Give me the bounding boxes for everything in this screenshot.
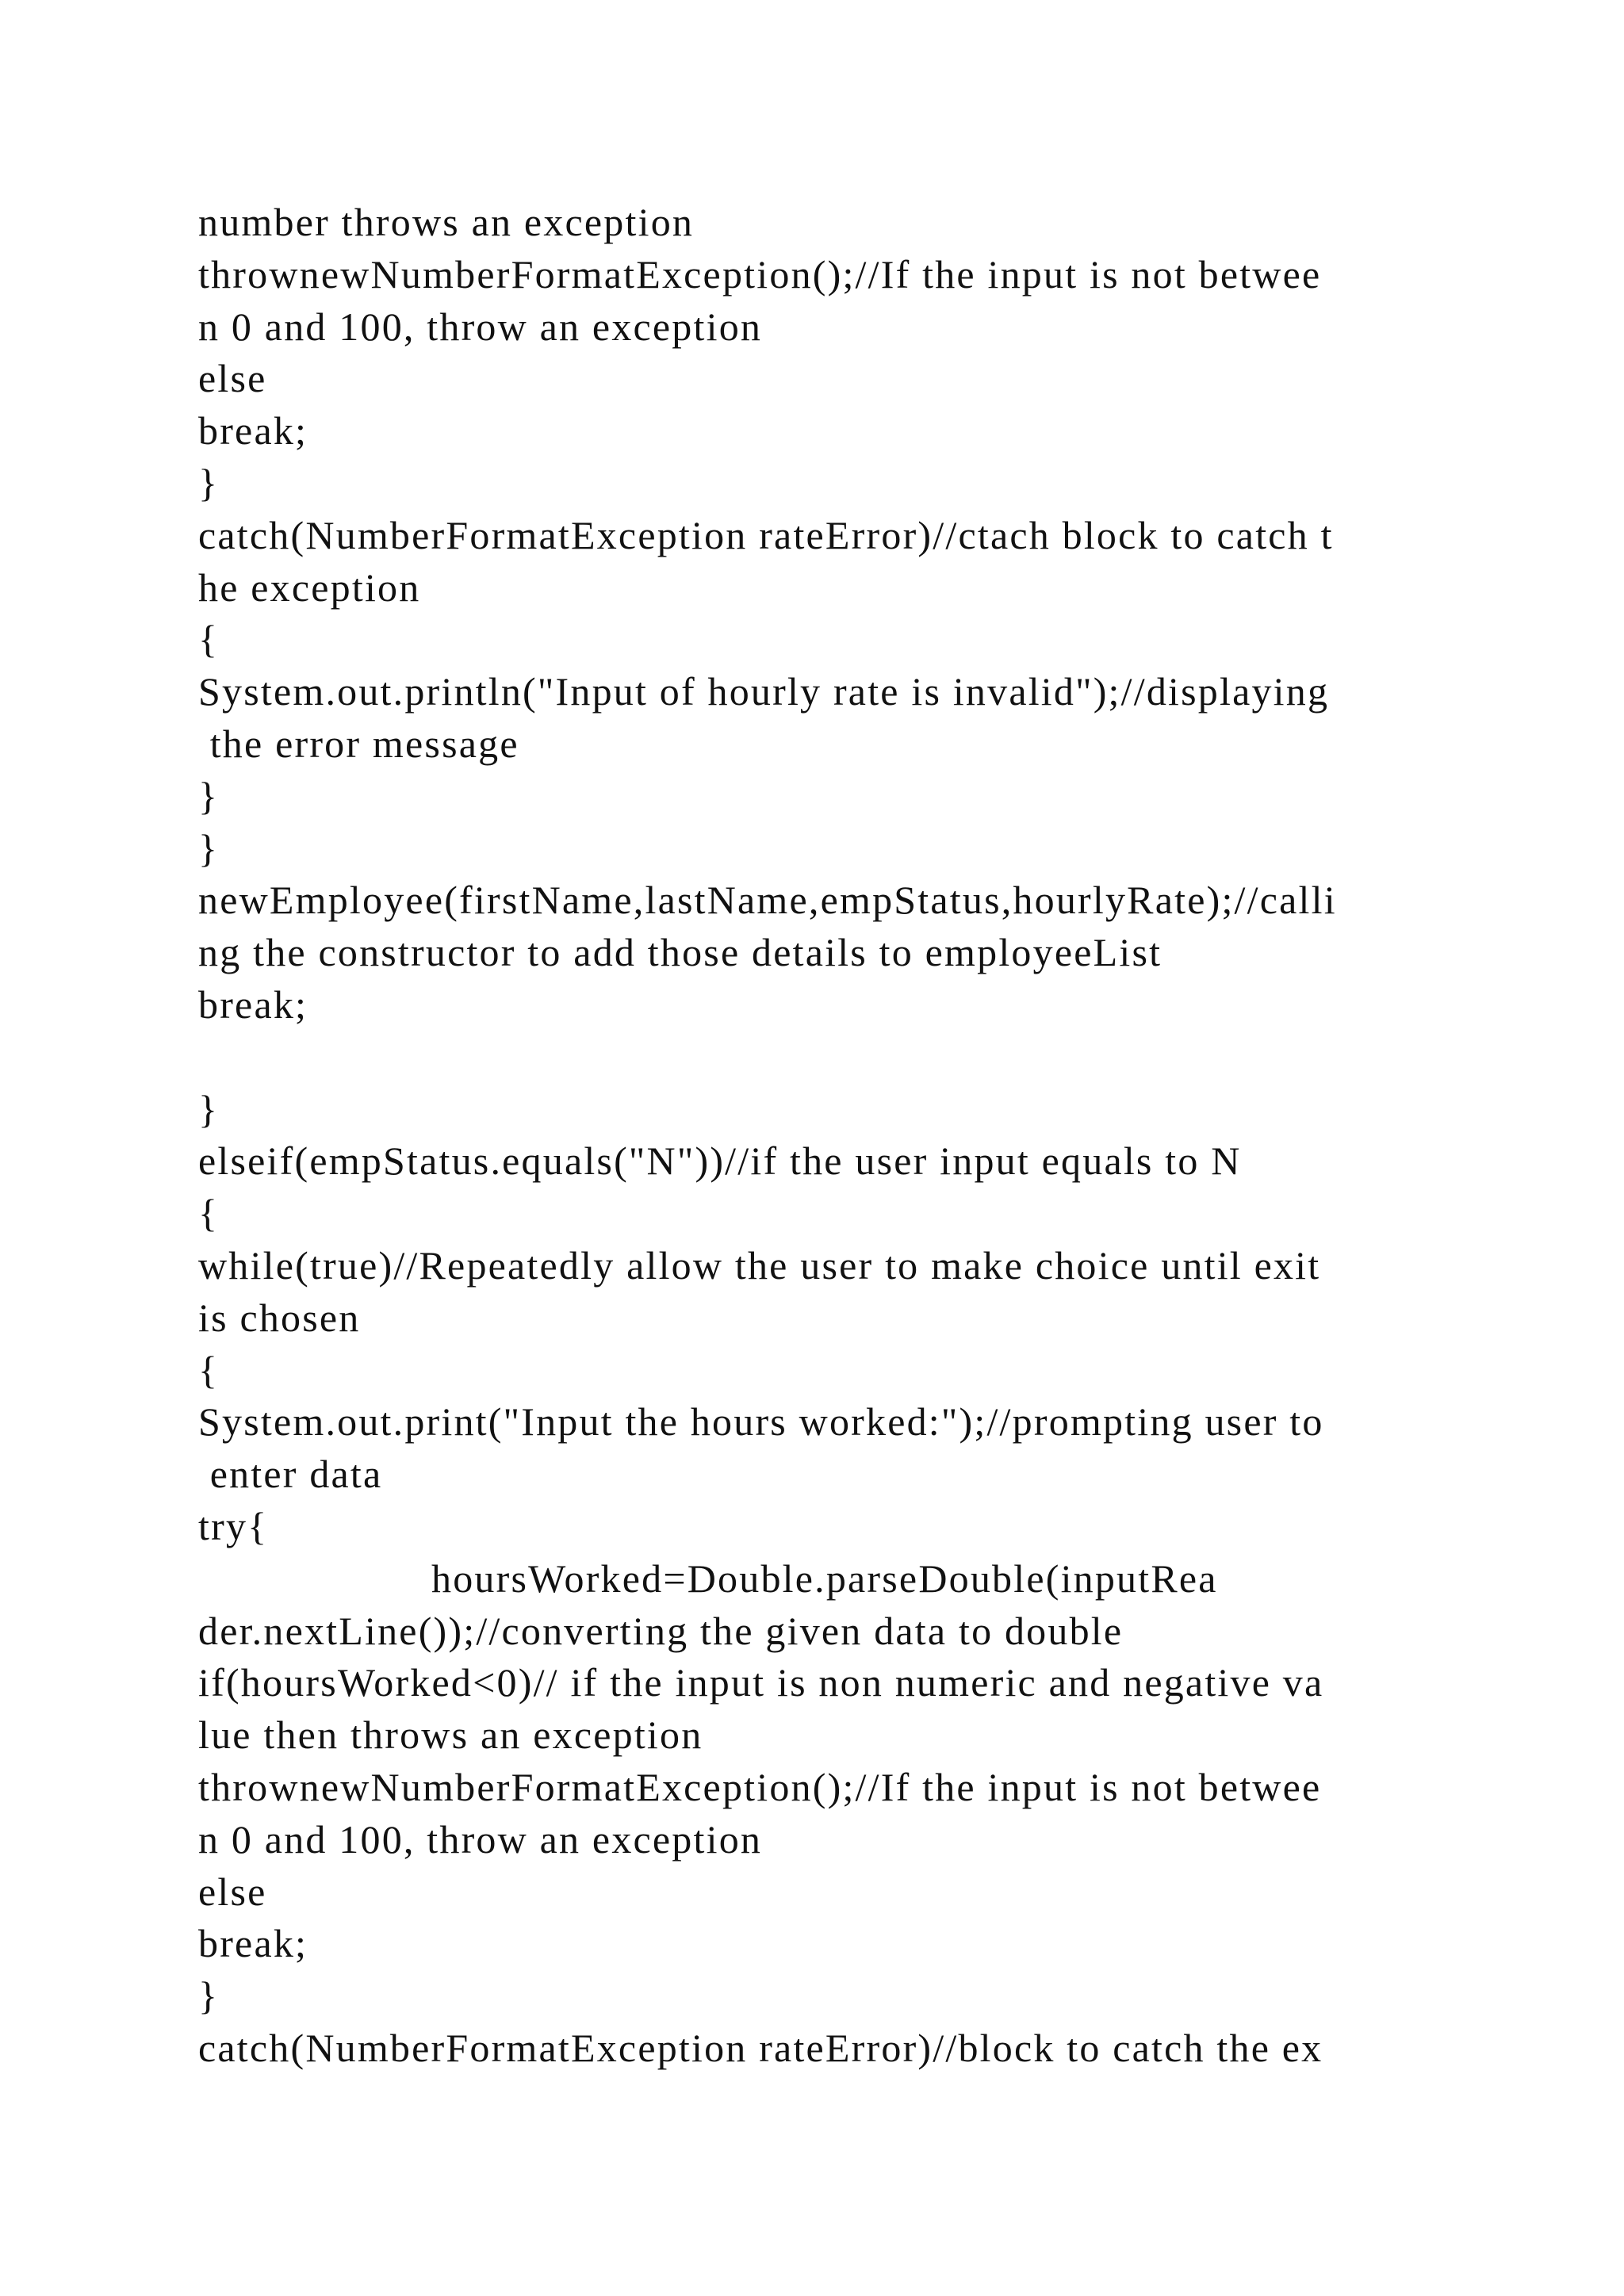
text-line: der.nextLine());//converting the given data to double <box>198 1608 1124 1653</box>
text-line: n 0 and 100, throw an exception <box>198 304 763 349</box>
text-line: { <box>198 617 220 662</box>
text-line: lue then throws an exception <box>198 1712 703 1758</box>
text-line: n 0 and 100, throw an exception <box>198 1816 763 1862</box>
text-line: break; <box>198 982 308 1027</box>
text-line: catch(NumberFormatException rateError)//ctach block to catch t <box>198 512 1334 557</box>
text-line: else <box>198 356 267 401</box>
text-line: if(hoursWorked<0)// if the input is non numeric and negative va <box>198 1660 1324 1705</box>
text-line: break; <box>198 408 308 453</box>
text-line: thrownewNumberFormatException();//If the input is not betwee <box>198 251 1322 297</box>
text-line: he exception <box>198 564 421 610</box>
text-line: newEmployee(firstName,lastName,empStatus,hourlyRate);//calli <box>198 878 1337 923</box>
text-line: while(true)//Repeatedly allow the user to make choice until exit <box>198 1242 1321 1288</box>
text-line: number throws an exception <box>198 200 695 244</box>
text-line: } <box>198 825 220 871</box>
text-line: the error message <box>198 721 519 766</box>
text-line: System.out.print("Input the hours worked:");//prompting user to <box>198 1399 1324 1445</box>
text-line: enter data <box>198 1452 383 1497</box>
text-line: try{ <box>198 1503 269 1548</box>
text-line: ng the constructor to add those details to employeeList <box>198 930 1162 975</box>
text-line: is chosen <box>198 1295 361 1340</box>
blank-line <box>198 1031 1435 1084</box>
text-line: System.out.println("Input of hourly rate is invalid");//displaying <box>198 669 1330 714</box>
code-text-block <box>198 197 1435 2075</box>
text-line: else <box>198 1869 267 1914</box>
text-line: thrownewNumberFormatException();//If the input is not betwee <box>198 1764 1322 1809</box>
text-line: } <box>198 773 220 818</box>
text-line: { <box>198 1347 220 1392</box>
text-line: } <box>198 460 220 505</box>
text-line: hoursWorked=Double.parseDouble(inputRea <box>198 1556 1218 1601</box>
text-line: catch(NumberFormatException rateError)//block to catch the ex <box>198 2025 1323 2070</box>
text-line: break; <box>198 1921 308 1966</box>
text-line: elseif(empStatus.equals("N"))//if the user input equals to N <box>198 1138 1242 1184</box>
text-line: } <box>198 1086 220 1131</box>
text-line: { <box>198 1191 220 1236</box>
text-line: } <box>198 1973 220 2019</box>
